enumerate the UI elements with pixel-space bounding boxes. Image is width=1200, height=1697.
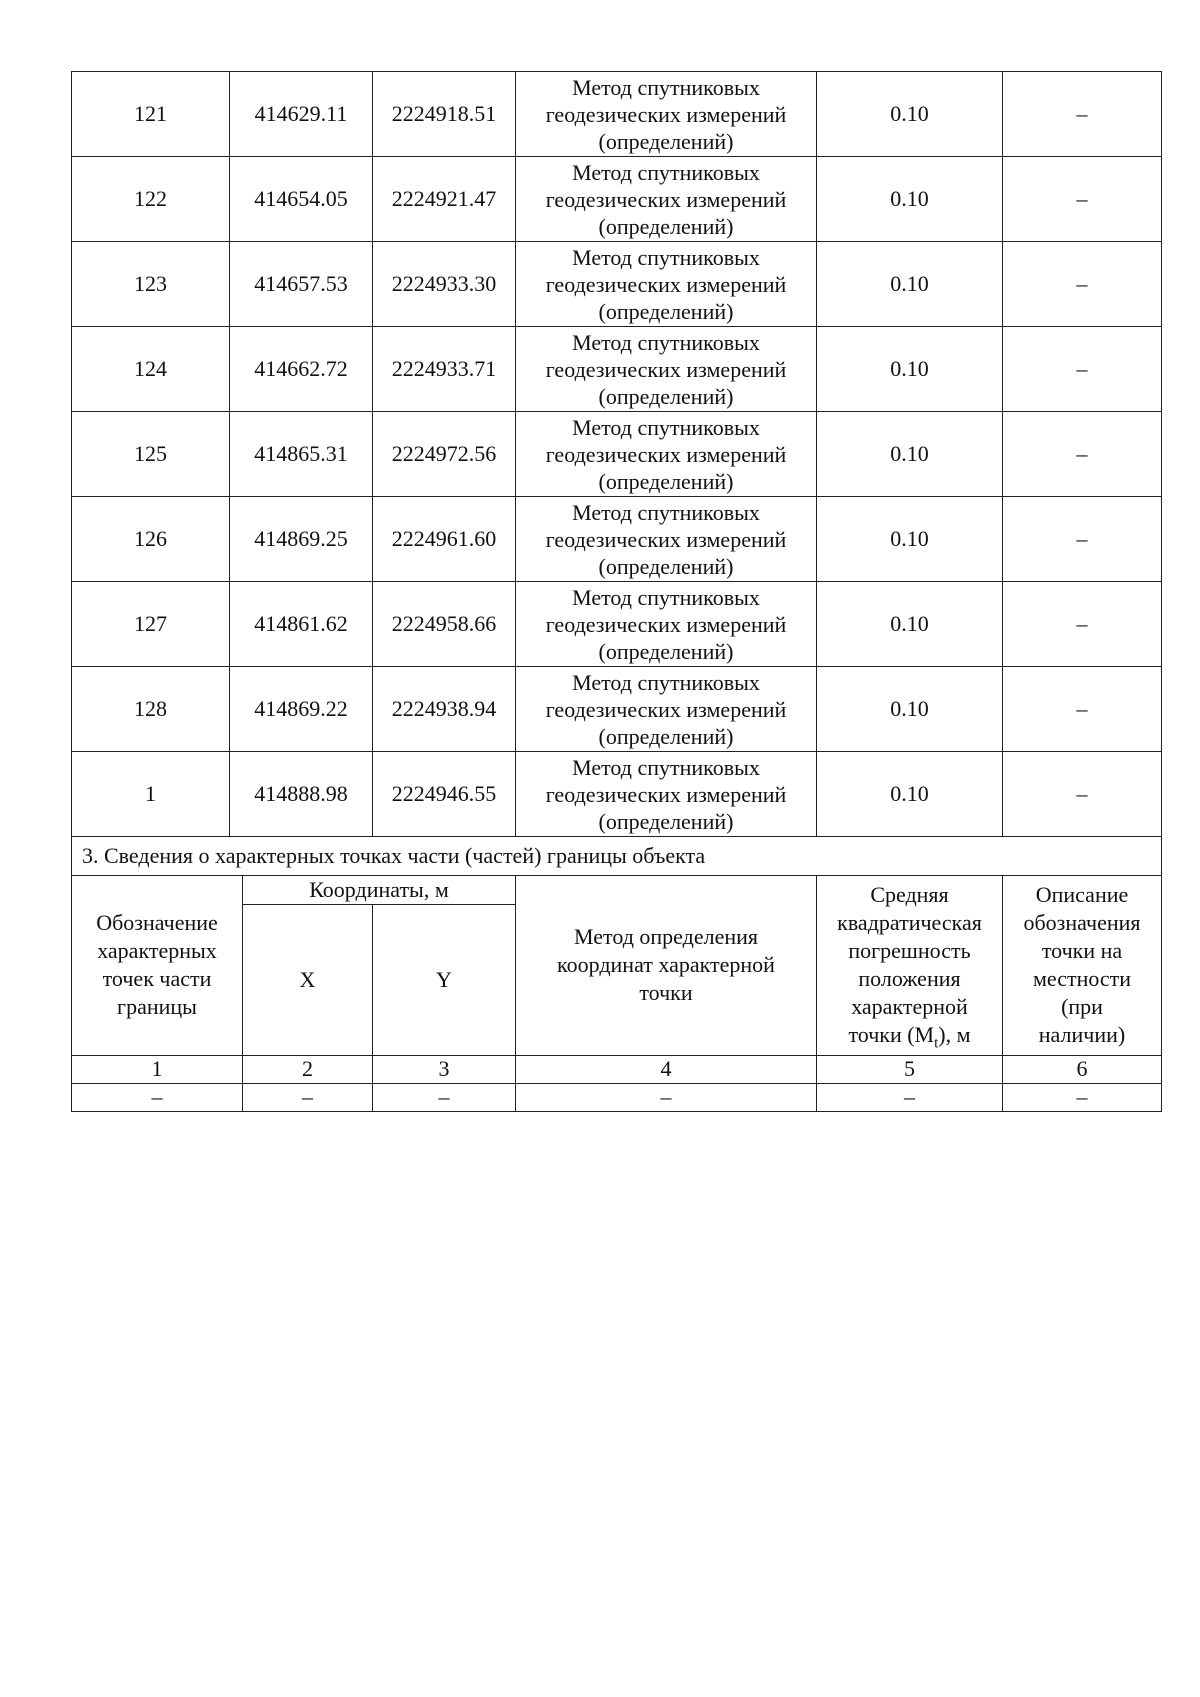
header-error-l3: погрешность <box>848 938 971 963</box>
point-x: 414657.53 <box>230 242 373 327</box>
point-x: 414654.05 <box>230 157 373 242</box>
point-method-line: (определений) <box>598 723 734 749</box>
point-method <box>516 667 817 752</box>
point-method-line: Метод спутниковых <box>572 414 760 440</box>
point-y: 2224961.60 <box>373 497 516 582</box>
header-method-l2: координат характерной <box>557 952 775 977</box>
point-row <box>72 667 1162 752</box>
point-method-line: (определений) <box>598 808 734 834</box>
point-method-line: (определений) <box>598 213 734 239</box>
point-method-line: Метод спутниковых <box>572 159 760 185</box>
point-number: 123 <box>72 242 230 327</box>
header-method <box>516 875 817 1055</box>
empty-cell: – <box>516 1083 817 1111</box>
point-description: – <box>1003 582 1162 667</box>
header-error-l2: квадратическая <box>837 910 982 935</box>
column-number-row <box>72 1055 1162 1083</box>
point-method <box>516 72 817 157</box>
header-method-l3: точки <box>639 980 693 1005</box>
point-method <box>516 157 817 242</box>
point-method-line: (определений) <box>598 468 734 494</box>
point-method-line: геодезических измерений <box>545 271 787 297</box>
header-description-l1: Описание <box>1035 882 1129 907</box>
column-number: 5 <box>817 1055 1003 1083</box>
empty-data-row <box>72 1083 1162 1111</box>
point-description: – <box>1003 497 1162 582</box>
header-designation <box>72 875 243 1055</box>
point-row <box>72 582 1162 667</box>
point-x: 414869.22 <box>230 667 373 752</box>
point-number: 125 <box>72 412 230 497</box>
point-row <box>72 752 1162 837</box>
point-method-line: (определений) <box>598 128 734 154</box>
header-designation-l4: границы <box>117 994 197 1019</box>
header-description-l6: наличии) <box>1038 1022 1126 1047</box>
point-description: – <box>1003 412 1162 497</box>
header-description-l3: точки на <box>1041 938 1123 963</box>
point-method-line: геодезических измерений <box>545 696 787 722</box>
point-y: 2224958.66 <box>373 582 516 667</box>
point-row <box>72 412 1162 497</box>
section3-title: 3. Сведения о характерных точках части (частей) границы объекта <box>72 836 1162 875</box>
point-y: 2224933.30 <box>373 242 516 327</box>
header-error-subscript: t <box>934 1035 939 1052</box>
point-method-line: геодезических измерений <box>545 441 787 467</box>
point-description: – <box>1003 667 1162 752</box>
point-error: 0.10 <box>817 497 1003 582</box>
point-y: 2224933.71 <box>373 327 516 412</box>
point-description: – <box>1003 327 1162 412</box>
point-method-line: (определений) <box>598 638 734 664</box>
header-x: X <box>243 904 373 1055</box>
point-y: 2224938.94 <box>373 667 516 752</box>
document-page <box>71 71 1161 1112</box>
point-method <box>516 752 817 837</box>
point-method-line: Метод спутниковых <box>572 584 760 610</box>
point-x: 414888.98 <box>230 752 373 837</box>
point-x: 414629.11 <box>230 72 373 157</box>
point-number: 121 <box>72 72 230 157</box>
header-error-l6-post: ), м <box>938 1022 971 1047</box>
header-method-l1: Метод определения <box>573 924 759 949</box>
header-description-l4: местности <box>1032 966 1132 991</box>
point-row <box>72 327 1162 412</box>
point-number: 122 <box>72 157 230 242</box>
point-x: 414662.72 <box>230 327 373 412</box>
point-number: 126 <box>72 497 230 582</box>
point-number: 1 <box>72 752 230 837</box>
point-y: 2224918.51 <box>373 72 516 157</box>
column-number: 1 <box>72 1055 243 1083</box>
header-y: Y <box>373 904 516 1055</box>
header-error-l6-pre: точки (M <box>848 1022 935 1047</box>
header-description-l5: (при <box>1061 994 1103 1019</box>
point-method-line: Метод спутниковых <box>572 499 760 525</box>
point-row <box>72 72 1162 157</box>
point-x: 414861.62 <box>230 582 373 667</box>
point-method-line: геодезических измерений <box>545 611 787 637</box>
point-method-line: (определений) <box>598 553 734 579</box>
empty-cell: – <box>72 1083 243 1111</box>
point-error: 0.10 <box>817 327 1003 412</box>
point-method <box>516 412 817 497</box>
header-designation-l3: точек части <box>102 966 212 991</box>
point-method-line: (определений) <box>598 383 734 409</box>
header-coordinates: Координаты, м <box>243 875 516 904</box>
point-number: 128 <box>72 667 230 752</box>
point-method-line: геодезических измерений <box>545 186 787 212</box>
point-method-line: геодезических измерений <box>545 356 787 382</box>
empty-cell: – <box>243 1083 373 1111</box>
point-method-line: Метод спутниковых <box>572 244 760 270</box>
empty-cell: – <box>1003 1083 1162 1111</box>
point-description: – <box>1003 72 1162 157</box>
header-designation-l2: характерных <box>97 938 217 963</box>
point-error: 0.10 <box>817 72 1003 157</box>
header-error-l1: Средняя <box>870 882 949 907</box>
point-method-line: Метод спутниковых <box>572 669 760 695</box>
point-number: 127 <box>72 582 230 667</box>
point-y: 2224921.47 <box>373 157 516 242</box>
column-number: 4 <box>516 1055 817 1083</box>
point-row <box>72 157 1162 242</box>
point-method-line: Метод спутниковых <box>572 754 760 780</box>
header-designation-l1: Обозначение <box>96 910 218 935</box>
point-error: 0.10 <box>817 412 1003 497</box>
point-method <box>516 327 817 412</box>
point-error: 0.10 <box>817 667 1003 752</box>
point-method <box>516 582 817 667</box>
point-method-line: геодезических измерений <box>545 101 787 127</box>
point-y: 2224972.56 <box>373 412 516 497</box>
header-error <box>817 875 1003 1055</box>
points-table-body <box>72 72 1162 837</box>
column-number: 3 <box>373 1055 516 1083</box>
point-error: 0.10 <box>817 242 1003 327</box>
point-description: – <box>1003 157 1162 242</box>
point-row <box>72 242 1162 327</box>
point-description: – <box>1003 752 1162 837</box>
point-method-line: геодезических измерений <box>545 781 787 807</box>
point-method <box>516 497 817 582</box>
header-description-l2: обозначения <box>1023 910 1141 935</box>
point-method-line: геодезических измерений <box>545 526 787 552</box>
point-description: – <box>1003 242 1162 327</box>
point-method-line: Метод спутниковых <box>572 329 760 355</box>
empty-cell: – <box>817 1083 1003 1111</box>
point-error: 0.10 <box>817 157 1003 242</box>
point-method-line: Метод спутниковых <box>572 74 760 100</box>
header-error-l4: положения <box>858 966 961 991</box>
point-error: 0.10 <box>817 752 1003 837</box>
point-x: 414865.31 <box>230 412 373 497</box>
point-error: 0.10 <box>817 582 1003 667</box>
point-number: 124 <box>72 327 230 412</box>
header-description <box>1003 875 1162 1055</box>
point-x: 414869.25 <box>230 497 373 582</box>
characteristic-points-table <box>71 71 1162 837</box>
point-row <box>72 497 1162 582</box>
column-number: 2 <box>243 1055 373 1083</box>
section3-table <box>71 836 1162 1112</box>
point-method-line: (определений) <box>598 298 734 324</box>
empty-cell: – <box>373 1083 516 1111</box>
header-error-l5: характерной <box>851 994 968 1019</box>
point-y: 2224946.55 <box>373 752 516 837</box>
column-number: 6 <box>1003 1055 1162 1083</box>
point-method <box>516 242 817 327</box>
